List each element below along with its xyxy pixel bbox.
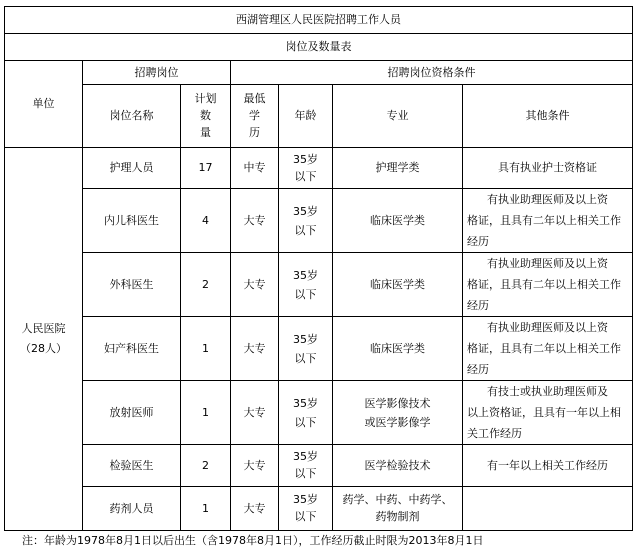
other-conditions	[463, 148, 633, 189]
other-line: 有执业助理医师及以上资	[487, 193, 608, 206]
post-name: 检验医生	[83, 445, 181, 487]
post-name: 放射医师	[83, 381, 181, 445]
major	[333, 487, 463, 531]
major: 临床医学类	[333, 317, 463, 381]
age-limit	[279, 445, 333, 487]
other-conditions	[463, 189, 633, 253]
plan-count: 17	[181, 148, 231, 189]
other-line: 经历	[467, 299, 489, 312]
other-line: 经历	[467, 363, 489, 376]
table-row	[5, 445, 633, 487]
major	[333, 381, 463, 445]
age-suffix: 以下	[294, 287, 317, 301]
recruitment-table-wrapper	[0, 6, 633, 531]
table-row	[5, 317, 633, 381]
post-name: 护理人员	[83, 148, 181, 189]
age-limit	[279, 148, 333, 189]
header-min-edu-3: 历	[249, 126, 260, 139]
min-edu: 中专	[231, 148, 279, 189]
min-edu: 大专	[231, 487, 279, 531]
footnote: 注：年龄为1978年8月1日以后出生（含1978年8月1日），工作经历截止时限为2013年8月1日	[22, 534, 484, 547]
other-conditions	[463, 445, 633, 487]
other-line: 有执业助理医师及以上资	[487, 321, 608, 334]
min-edu: 大专	[231, 253, 279, 317]
other-line: 有一年以上相关工作经历	[487, 458, 609, 472]
header-min-edu-1: 最低	[243, 92, 266, 105]
major: 护理学类	[333, 148, 463, 189]
other-conditions	[463, 487, 633, 531]
header-other: 其他条件	[463, 85, 633, 148]
major-line: 医学影像技术	[364, 396, 431, 410]
other-line: 以上资格证，且具有一年以上相	[467, 406, 621, 419]
major: 医学检验技术	[333, 445, 463, 487]
other-line: 格证，且具有二年以上相关工作	[467, 342, 621, 355]
age-value: 35岁	[293, 493, 318, 506]
plan-count: 2	[181, 445, 231, 487]
age-value: 35岁	[293, 332, 318, 346]
age-suffix: 以下	[294, 415, 317, 429]
plan-count: 1	[181, 317, 231, 381]
unit-count: （28人）	[20, 342, 67, 355]
plan-count: 2	[181, 253, 231, 317]
min-edu: 大专	[231, 189, 279, 253]
major-line: 药物制剂	[375, 510, 420, 523]
min-edu: 大专	[231, 381, 279, 445]
major-line: 或医学影像学	[364, 415, 431, 429]
age-value: 35岁	[293, 204, 318, 218]
min-edu: 大专	[231, 317, 279, 381]
age-suffix: 以下	[294, 510, 317, 523]
major: 临床医学类	[333, 253, 463, 317]
age-suffix: 以下	[294, 223, 317, 237]
header-recruit-post: 招聘岗位	[83, 61, 231, 85]
table-row	[5, 381, 633, 445]
other-line: 关工作经历	[467, 427, 522, 440]
age-value: 35岁	[293, 396, 318, 410]
header-plan-count-3: 量	[200, 126, 211, 139]
header-plan-count-1: 计划	[194, 92, 217, 105]
age-suffix: 以下	[294, 467, 317, 480]
other-line: 经历	[467, 235, 489, 248]
other-line: 格证，且具有二年以上相关工作	[467, 278, 621, 291]
other-line: 有技士或执业助理医师及	[487, 385, 608, 398]
table-row	[5, 148, 633, 189]
unit-name: 人民医院	[21, 322, 66, 335]
age-value: 35岁	[293, 268, 318, 282]
other-line: 有执业助理医师及以上资	[487, 257, 608, 270]
header-post-name: 岗位名称	[83, 85, 181, 148]
plan-count: 4	[181, 189, 231, 253]
age-suffix: 以下	[294, 351, 317, 365]
plan-count: 1	[181, 381, 231, 445]
age-limit	[279, 189, 333, 253]
other-conditions	[463, 317, 633, 381]
table-row	[5, 487, 633, 531]
other-line: 格证，且具有二年以上相关工作	[467, 214, 621, 227]
age-limit	[279, 317, 333, 381]
post-name: 药剂人员	[83, 487, 181, 531]
age-limit	[279, 381, 333, 445]
table-title: 西湖管理区人民医院招聘工作人员	[5, 7, 633, 34]
header-qualification: 招聘岗位资格条件	[231, 61, 633, 85]
header-plan-count	[181, 85, 231, 148]
age-value: 35岁	[293, 450, 318, 463]
age-value: 35岁	[293, 152, 318, 166]
header-unit: 单位	[5, 61, 83, 148]
age-suffix: 以下	[294, 169, 317, 183]
post-name: 外科医生	[83, 253, 181, 317]
post-name: 内儿科医生	[83, 189, 181, 253]
header-min-edu	[231, 85, 279, 148]
age-limit	[279, 487, 333, 531]
age-limit	[279, 253, 333, 317]
plan-count: 1	[181, 487, 231, 531]
major-line: 药学、中药、中药学、	[342, 493, 453, 506]
header-plan-count-2: 数	[200, 109, 211, 122]
post-name: 妇产科医生	[83, 317, 181, 381]
other-line: 具有执业护士资格证	[498, 161, 598, 174]
header-age: 年龄	[279, 85, 333, 148]
unit-cell	[5, 148, 83, 531]
header-min-edu-2: 学	[249, 109, 260, 122]
recruitment-table	[4, 6, 633, 531]
header-major: 专业	[333, 85, 463, 148]
table-row	[5, 189, 633, 253]
table-row	[5, 253, 633, 317]
other-conditions	[463, 253, 633, 317]
major: 临床医学类	[333, 189, 463, 253]
min-edu: 大专	[231, 445, 279, 487]
other-conditions	[463, 381, 633, 445]
table-subtitle: 岗位及数量表	[5, 34, 633, 61]
